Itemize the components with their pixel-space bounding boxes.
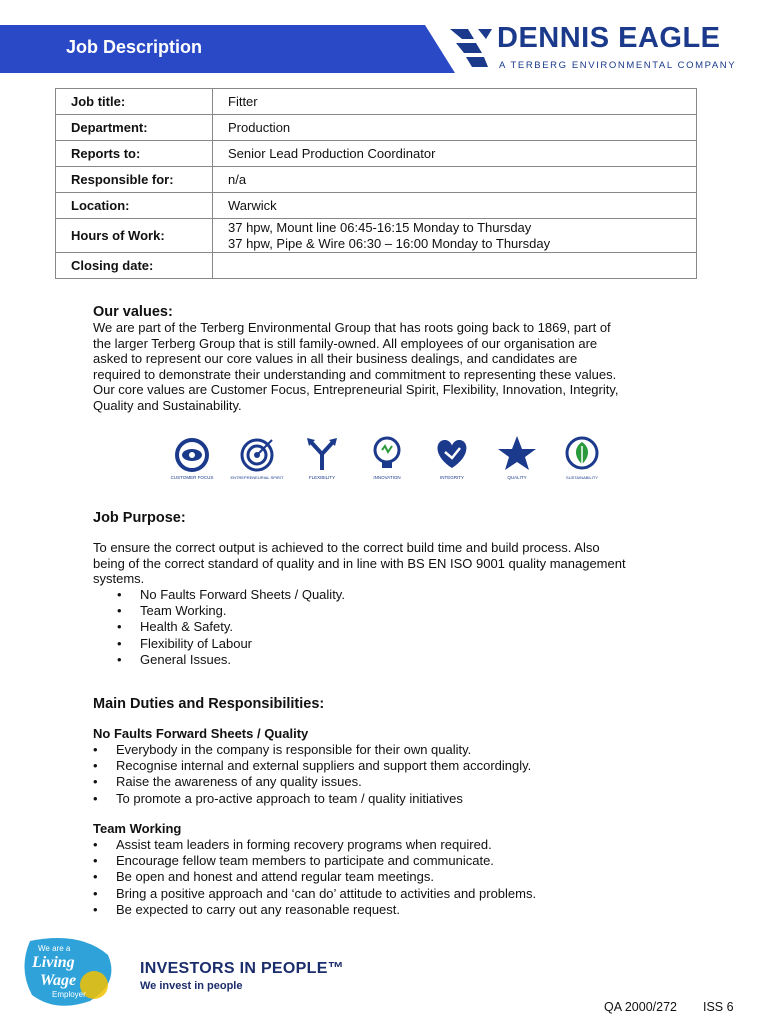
purpose-bullets bbox=[117, 587, 345, 668]
text-line: We are part of the Terberg Environmental Group that has roots going back to 1869, part of bbox=[93, 320, 611, 335]
table-row bbox=[56, 141, 697, 167]
list-item: • Flexibility of Labour bbox=[117, 636, 345, 652]
list-item: • Be expected to carry out any reasonable request. bbox=[93, 902, 536, 918]
values-paragraph bbox=[93, 320, 693, 413]
sustainability-icon bbox=[555, 428, 609, 482]
living-wage-logo-icon bbox=[20, 935, 120, 1007]
icon-caption: INNOVATION bbox=[373, 475, 401, 480]
text-line: asked to represent our core values in all their business dealings, and candidates are bbox=[93, 351, 578, 366]
list-item: • Bring a positive approach and ‘can do’ attitude to activities and problems. bbox=[93, 886, 536, 902]
text-line: systems. bbox=[93, 571, 145, 586]
row-label: Responsible for: bbox=[56, 167, 213, 193]
icon-caption: INTEGRITY bbox=[439, 475, 465, 480]
icon-caption: FLEXIBILITY bbox=[308, 475, 336, 480]
row-label: Location: bbox=[56, 193, 213, 219]
table-row bbox=[56, 115, 697, 141]
investors-in-people-logo: INVESTORS IN PEOPLE™ bbox=[140, 960, 344, 977]
row-value: Warwick bbox=[213, 193, 697, 219]
document-reference: QA 2000/272 bbox=[604, 1000, 677, 1014]
quality-icon bbox=[490, 428, 544, 482]
text-line: the larger Terberg Group that is still family-owned. All employees of our organisation are bbox=[93, 335, 598, 351]
row-value: n/a bbox=[213, 167, 697, 193]
duty-group-list bbox=[93, 742, 531, 807]
text-line: being of the correct standard of quality and in line with BS EN ISO 9001 quality management bbox=[93, 555, 626, 571]
icon-caption: QUALITY bbox=[507, 475, 527, 480]
purpose-paragraph bbox=[93, 540, 693, 587]
row-value: Fitter bbox=[213, 89, 697, 115]
row-label: Job title: bbox=[56, 89, 213, 115]
hours-line-2: 37 hpw, Pipe & Wire 06:30 – 16:00 Monday to Thursday bbox=[228, 235, 551, 251]
table-row bbox=[56, 219, 697, 253]
svg-text:Living: Living bbox=[32, 954, 75, 971]
list-item: • Assist team leaders in forming recovery programs when required. bbox=[93, 837, 536, 853]
svg-text:Wage: Wage bbox=[40, 972, 77, 989]
entrepreneurial-spirit-icon bbox=[230, 428, 284, 482]
list-item: • Raise the awareness of any quality issues. bbox=[93, 774, 531, 790]
table-row bbox=[56, 193, 697, 219]
customer-focus-icon bbox=[165, 428, 219, 482]
row-label: Reports to: bbox=[56, 141, 213, 167]
duty-group-list bbox=[93, 837, 536, 918]
company-logo-tagline: A TERBERG ENVIRONMENTAL COMPANY bbox=[499, 60, 737, 71]
row-value: Senior Lead Production Coordinator bbox=[213, 141, 697, 167]
row-label: Hours of Work: bbox=[56, 219, 213, 253]
row-label: Department: bbox=[56, 115, 213, 141]
svg-text:We are a: We are a bbox=[38, 944, 71, 953]
text-line: Quality and Sustainability. bbox=[93, 397, 242, 413]
eagle-logo-icon bbox=[448, 27, 494, 69]
table-row bbox=[56, 253, 697, 279]
duty-group-title: No Faults Forward Sheets / Quality bbox=[93, 726, 309, 741]
innovation-icon bbox=[360, 428, 414, 482]
hours-line-1: 37 hpw, Mount line 06:45-16:15 Monday to Thursday bbox=[228, 219, 532, 235]
purpose-heading: Job Purpose: bbox=[93, 510, 186, 526]
core-values-icons bbox=[160, 428, 610, 486]
page-title: Job Description bbox=[66, 37, 203, 57]
list-item: • General Issues. bbox=[117, 652, 345, 668]
table-row bbox=[56, 167, 697, 193]
table-row bbox=[56, 89, 697, 115]
list-item: • No Faults Forward Sheets / Quality. bbox=[117, 587, 345, 603]
row-label: Closing date: bbox=[56, 253, 213, 279]
values-heading: Our values: bbox=[93, 304, 173, 320]
icon-caption: CUSTOMER FOCUS bbox=[170, 475, 214, 480]
duty-group-title: Team Working bbox=[93, 821, 182, 836]
job-details-table bbox=[55, 88, 697, 279]
list-item: • Health & Safety. bbox=[117, 619, 345, 635]
list-item: • Everybody in the company is responsible for their own quality. bbox=[93, 742, 531, 758]
issue-number: ISS 6 bbox=[703, 1000, 734, 1014]
text-line: required to demonstrate their understanding and commitment to representing these values. bbox=[93, 366, 617, 382]
list-item: • To promote a pro-active approach to team / quality initiatives bbox=[93, 791, 531, 807]
list-item: • Encourage fellow team members to participate and communicate. bbox=[93, 853, 536, 869]
list-item: • Be open and honest and attend regular team meetings. bbox=[93, 869, 536, 885]
svg-text:Employer: Employer bbox=[52, 990, 86, 999]
duties-heading: Main Duties and Responsibilities: bbox=[93, 696, 325, 712]
row-value bbox=[213, 219, 697, 253]
list-item: • Team Working. bbox=[117, 603, 345, 619]
row-value bbox=[213, 253, 697, 279]
icon-caption: ENTREPRENEURIAL SPIRIT bbox=[230, 475, 284, 480]
integrity-icon bbox=[425, 428, 479, 482]
icon-caption: SUSTAINABILITY bbox=[566, 475, 598, 480]
investors-in-people-tagline: We invest in people bbox=[140, 980, 243, 992]
text-line: Our core values are Customer Focus, Entrepreneurial Spirit, Flexibility, Innovation, Integrity, bbox=[93, 382, 619, 397]
text-line: To ensure the correct output is achieved to the correct build time and build process. Also bbox=[93, 540, 600, 555]
flexibility-icon bbox=[295, 428, 349, 482]
company-logo-name: DENNIS EAGLE bbox=[497, 22, 721, 54]
list-item: • Recognise internal and external suppliers and support them accordingly. bbox=[93, 758, 531, 774]
row-value: Production bbox=[213, 115, 697, 141]
